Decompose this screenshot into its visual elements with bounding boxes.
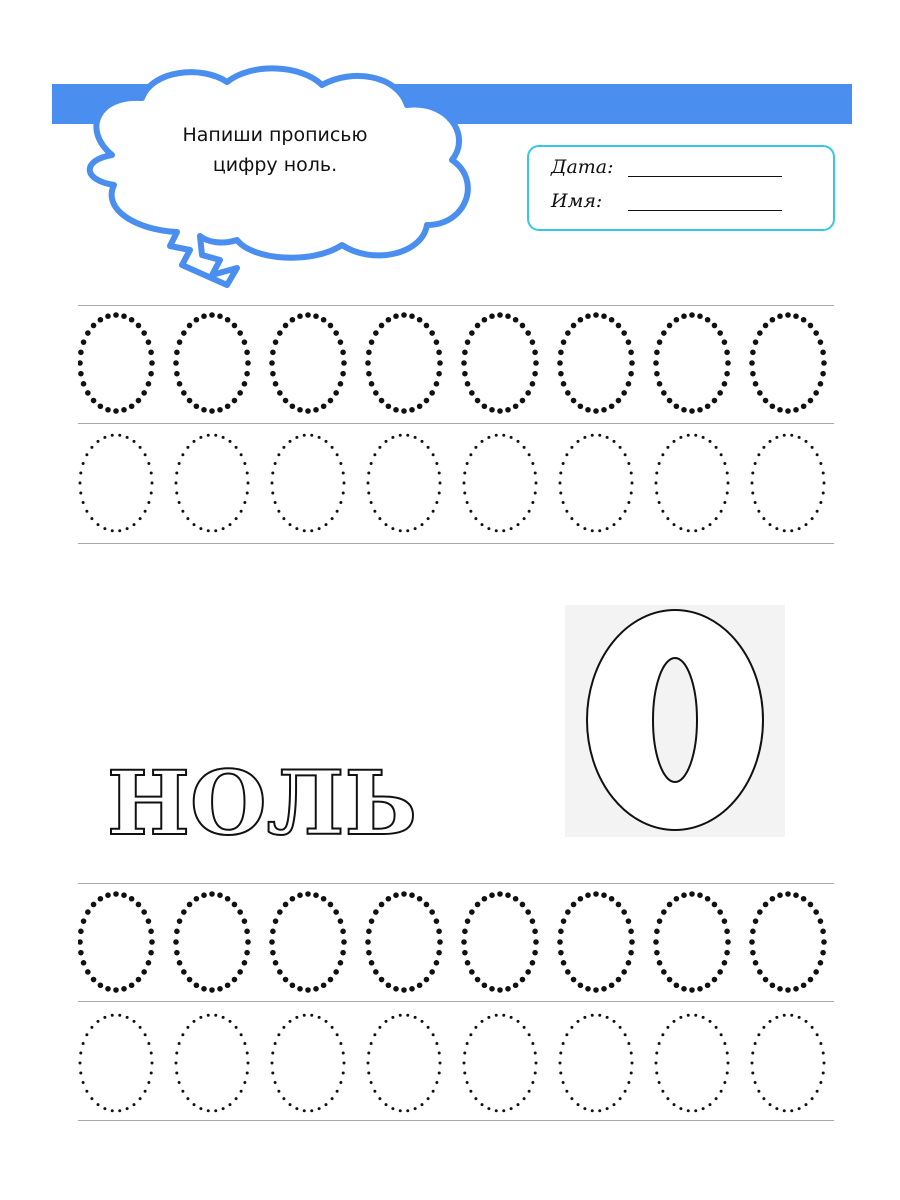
name-row bbox=[551, 190, 602, 212]
dotted-zero-trace-icon bbox=[365, 891, 443, 993]
dotted-zero-trace-icon bbox=[79, 434, 154, 532]
dotted-zero-trace-icon bbox=[461, 312, 539, 414]
ruled-line bbox=[78, 305, 834, 306]
dotted-zero-trace-icon bbox=[557, 891, 635, 993]
dotted-zero-trace-icon bbox=[463, 434, 538, 532]
dotted-zero-trace-icon bbox=[269, 891, 347, 993]
ruled-line bbox=[78, 423, 834, 424]
ruled-line bbox=[78, 543, 834, 544]
dotted-zero-trace-icon bbox=[78, 891, 155, 993]
dotted-zero-trace-icon bbox=[557, 312, 635, 414]
dotted-zero-trace-icon bbox=[461, 891, 539, 993]
ruled-line bbox=[78, 1001, 834, 1002]
dot-row-light-1[interactable] bbox=[78, 428, 834, 538]
dotted-zero-trace-icon bbox=[79, 1014, 154, 1112]
dotted-zero-trace-icon bbox=[655, 1014, 730, 1112]
dotted-zero-trace-icon bbox=[271, 434, 346, 532]
dotted-zero-trace-icon bbox=[271, 1014, 346, 1112]
dotted-zero-trace-icon bbox=[463, 1014, 538, 1112]
dotted-zero-trace-icon bbox=[749, 312, 827, 414]
dotted-zero-trace-icon bbox=[751, 434, 826, 532]
dotted-zero-trace-icon bbox=[78, 312, 155, 414]
date-label: Дата: bbox=[551, 156, 614, 178]
dotted-zero-trace-icon bbox=[749, 891, 827, 993]
dotted-zero-trace-icon bbox=[175, 434, 250, 532]
date-name-box bbox=[527, 145, 835, 231]
dotted-zero-trace-icon bbox=[653, 891, 731, 993]
dotted-zero-trace-icon bbox=[367, 1014, 442, 1112]
dotted-zero-trace-icon bbox=[173, 312, 251, 414]
dot-row-bold-2 bbox=[78, 887, 834, 997]
ruled-line bbox=[78, 1120, 834, 1121]
dotted-zero-trace-icon bbox=[655, 434, 730, 532]
instruction-line-2: цифру ноль. bbox=[212, 154, 338, 176]
dot-row-light-2[interactable] bbox=[78, 1008, 834, 1118]
name-label: Имя: bbox=[551, 190, 603, 212]
instruction-text bbox=[120, 120, 430, 180]
dotted-zero-trace-icon bbox=[751, 1014, 826, 1112]
dotted-zero-trace-icon bbox=[269, 312, 347, 414]
dot-row-bold-1 bbox=[78, 308, 834, 418]
ruled-line bbox=[78, 883, 834, 884]
date-line[interactable] bbox=[628, 176, 782, 177]
instruction-line-1: Напиши прописью bbox=[182, 124, 368, 146]
dotted-zero-trace-icon bbox=[559, 434, 634, 532]
name-line[interactable] bbox=[628, 210, 782, 211]
dotted-zero-trace-icon bbox=[653, 312, 731, 414]
word-outline-text: НОЛЬ bbox=[106, 752, 418, 847]
dotted-zero-trace-icon bbox=[365, 312, 443, 414]
big-zero-figure bbox=[565, 600, 785, 840]
dotted-zero-trace-icon bbox=[173, 891, 251, 993]
dotted-zero-trace-icon bbox=[175, 1014, 250, 1112]
dotted-zero-trace-icon bbox=[367, 434, 442, 532]
dotted-zero-trace-icon bbox=[559, 1014, 634, 1112]
word-outline bbox=[95, 752, 430, 847]
date-row bbox=[551, 156, 614, 178]
